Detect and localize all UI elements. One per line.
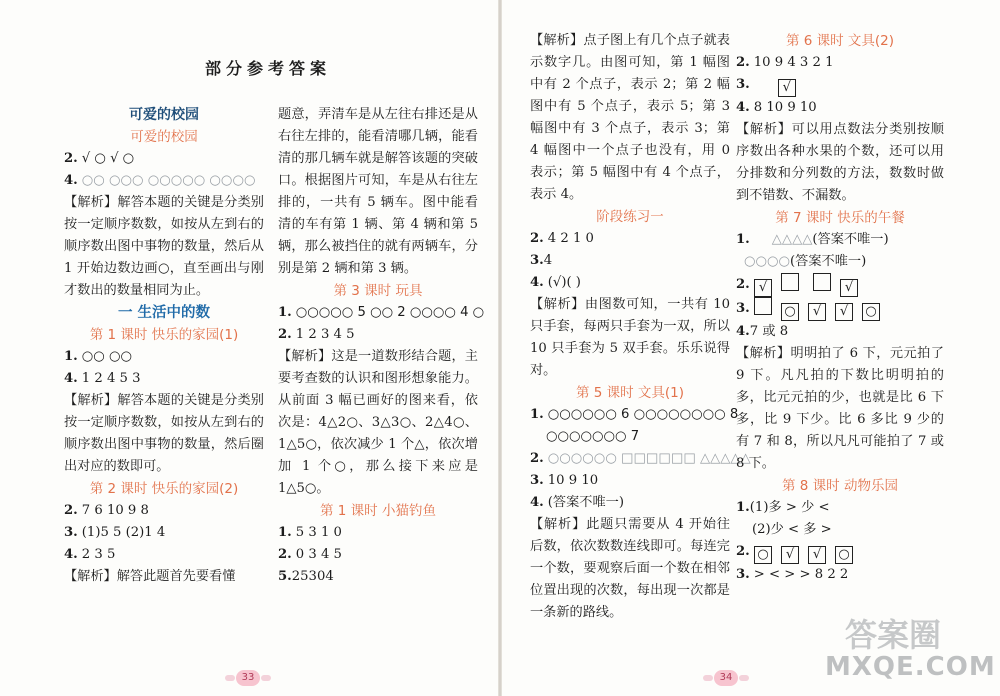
lesson-heading: 第 2 课时 快乐的家园(2) xyxy=(89,481,239,497)
answer-line: 2. ○○○○○○ □□□□□□ △△△△△ xyxy=(530,451,751,466)
answer-line: 2. √ ○ √ ○ xyxy=(64,151,135,166)
answer-column-1 xyxy=(64,104,264,588)
lesson-heading: 第 5 课时 文具(1) xyxy=(575,385,685,401)
answer-line: 4.7 或 8 xyxy=(736,324,789,339)
answer-line: 1. ○○○○○○ 6 ○○○○○○○○ 8 xyxy=(530,407,739,422)
watermark-cn: 答案圈 xyxy=(845,616,942,654)
answer-column-4 xyxy=(736,30,944,586)
lesson-heading: 可爱的校园 xyxy=(130,129,198,145)
answer-line: (2)少 < 多 > xyxy=(752,522,832,537)
answer-line: 3. (1)5 5 (2)1 4 xyxy=(64,525,166,540)
answer-line: 4. 1 2 4 5 3 xyxy=(64,371,141,386)
answer-box xyxy=(781,273,799,291)
answer-box: √ xyxy=(754,279,772,297)
answer-line: 4. 8 10 9 10 xyxy=(736,100,817,115)
answer-box: √ xyxy=(835,303,853,321)
answer-box xyxy=(754,297,772,315)
chapter-heading: 一 生活中的数 xyxy=(117,305,211,321)
analysis-paragraph: 【解析】这是一道数形结合题，主要考查数的认识和图形想象能力。从前面 3 幅已画好的图来看，依次是：4△2○、3△3○、2△4○、1△5○，依次减少 1 个△，依次增加 1 个○，那么接下来应是 1△5○。 xyxy=(278,349,478,496)
answer-line: 3. 10 9 10 xyxy=(530,473,599,488)
answer-line: 2. √ √ xyxy=(736,273,944,297)
answer-line: ○○○○○○○ 7 xyxy=(546,429,640,444)
answer-line: 4. 2 3 5 xyxy=(64,547,116,562)
analysis-paragraph: 【解析】明明拍了 6 下，元元拍了 9 下。凡凡拍的下数比明明拍的多，比元元拍的少，也就是比 6 下多，比 9 下少。比 6 多比 9 少的有 7 和 8，所以凡凡可能拍了 7 或 8 下。 xyxy=(736,346,944,471)
page-title: 部分参考答案 xyxy=(205,59,332,78)
right-page xyxy=(500,0,1000,696)
lesson-heading: 第 1 课时 快乐的家园(1) xyxy=(89,327,239,343)
lesson-heading: 第 7 课时 快乐的午餐 xyxy=(775,210,905,226)
answer-line: 1. ○○ ○○ xyxy=(64,349,133,364)
answer-column-2 xyxy=(278,104,485,588)
analysis-paragraph: 【解析】解答此题首先要看懂 xyxy=(64,569,236,584)
answer-box: √ xyxy=(781,546,799,564)
answer-line: 5.25304 xyxy=(278,569,334,584)
page-number: 33 xyxy=(236,670,260,686)
answer-line: 1. 5 3 1 0 xyxy=(278,525,342,540)
answer-line: 2. 4 2 1 0 xyxy=(530,231,594,246)
review-heading: 阶段练习一 xyxy=(596,209,664,225)
analysis-paragraph: 【解析】此题只需要从 4 开始往后数，依次数数连线即可。每连完一个数，要观察后面一个数在相邻位置出现的次数，每出现一次都是一条新的路线。 xyxy=(530,517,730,620)
answer-box: ○ xyxy=(781,303,799,321)
analysis-paragraph: 【解析】点子图上有几个点子就表示数字几。由图可知，第 1 幅图中有 2 个点子，表示 2；第 2 幅图中有 5 个点子，表示 5；第 3 幅图中有 3 个点子，表示 3；第 4 幅图中一个点子也没有，用 0 表示；第 5 幅图中有 4 个点子，表示 4。 xyxy=(530,33,730,202)
answer-box xyxy=(813,273,831,291)
answer-box: √ xyxy=(840,279,858,297)
answer-line: 2. 0 3 4 5 xyxy=(278,547,342,562)
lesson-heading: 第 6 课时 文具(2) xyxy=(785,33,895,49)
lesson-heading: 第 1 课时 小猫钓鱼 xyxy=(320,503,436,519)
answer-line: 1. ○○○○○ 5 ○○ 2 ○○○○ 4 ○ xyxy=(278,305,485,320)
answer-line: 4. ○○ ○○○ ○○○○○ ○○○○ xyxy=(64,173,256,188)
answer-line: 3.4 xyxy=(530,253,553,268)
page-number: 34 xyxy=(714,670,738,686)
answer-line: 3. > < > > 8 2 2 xyxy=(736,567,849,582)
lesson-heading: 第 8 课时 动物乐园 xyxy=(782,478,898,494)
answer-line: 2. 10 9 4 3 2 1 xyxy=(736,55,834,70)
lesson-heading: 第 3 课时 玩具 xyxy=(333,283,423,299)
answer-box: ○ xyxy=(754,546,772,564)
answer-line: 3. ○ √ √ ○ xyxy=(736,297,944,321)
analysis-paragraph: 【解析】解答本题的关键是分类别按一定顺序数数，如按从左到右的顺序数出图中事物的数量，然后圈出对应的数即可。 xyxy=(64,393,264,474)
answer-line: 2. ○ √ √ ○ xyxy=(736,541,944,564)
watermark-url: MXQE.COM xyxy=(825,652,996,682)
analysis-paragraph: 题意，弄清车是从左往右排还是从右往左排的，能看清哪几辆，能看清的那几辆车就是解答该题的突破口。根据图片可知，车是从右往左排的，一共有 5 辆车。图中能看清的车有第 1 辆、第 4 辆和第 5 辆，那么被挡住的就有两辆车，分别是第 2 辆和第 3 辆。 xyxy=(278,107,478,276)
analysis-paragraph: 【解析】可以用点数法分类别按顺序数出各种水果的个数，还可以用分排数和分列数的方法，数数时做到不错数、不漏数。 xyxy=(736,122,944,203)
answer-line: 1.(1)多 > 少 < xyxy=(736,500,830,515)
answer-box: √ xyxy=(808,303,826,321)
answer-line: 2. 1 2 3 4 5 xyxy=(278,327,355,342)
answer-line: 2. 7 6 10 9 8 xyxy=(64,503,149,518)
answer-line: 1. △△△△(答案不唯一) xyxy=(736,232,889,247)
answer-box: √ xyxy=(778,79,796,97)
answer-line: 4. (答案不唯一) xyxy=(530,495,625,510)
answer-box: ○ xyxy=(862,303,880,321)
answer-line: 3. √ xyxy=(736,74,944,97)
analysis-paragraph: 【解析】解答本题的关键是分类别按一定顺序数数，如按从左到右的顺序数出图中事物的数量，然后从 1 开始边数边画○，直至画出与刚才数出的数量相同为止。 xyxy=(64,195,264,298)
watermark-logo xyxy=(815,608,996,692)
answer-box: ○ xyxy=(835,546,853,564)
analysis-paragraph: 【解析】由图数可知，一共有 10 只手套，每两只手套为一双，所以 10 只手套为 5 双手套。乐乐说得对。 xyxy=(530,297,730,378)
answer-column-3 xyxy=(530,30,751,624)
answer-line: 4. (√)( ) xyxy=(530,275,581,290)
answer-box: √ xyxy=(808,546,826,564)
unit-heading: 可爱的校园 xyxy=(129,107,199,123)
answer-line: ○○○○(答案不唯一) xyxy=(744,254,867,269)
